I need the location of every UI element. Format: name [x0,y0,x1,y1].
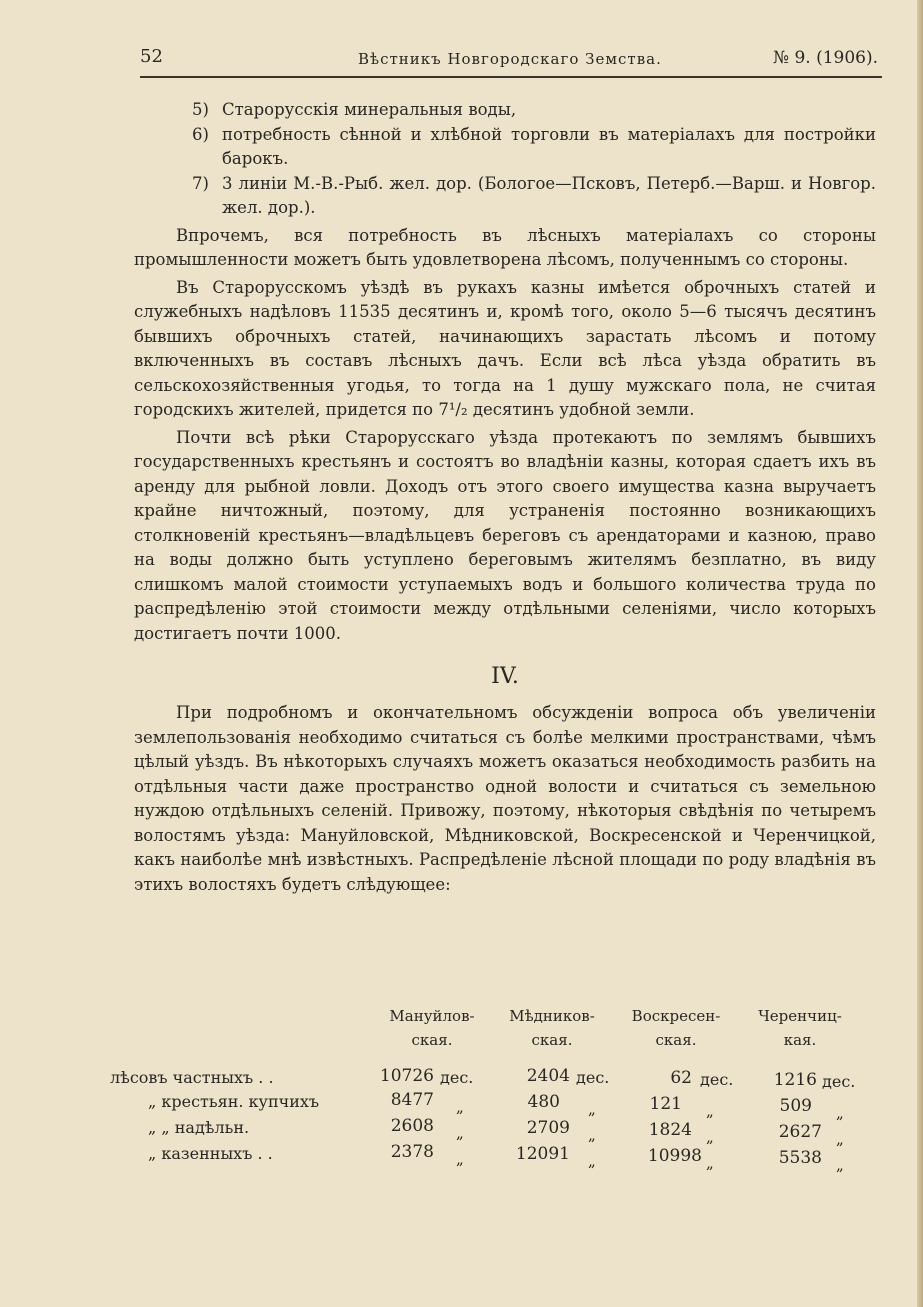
table-cell: 2378 [390,1142,434,1162]
unit: дес. [822,1072,856,1091]
table-cell: 5538 [778,1148,822,1168]
table-cell: 10726 [379,1066,434,1086]
table-cell: 1824 [648,1120,692,1140]
table-cell: 12091 [515,1144,570,1164]
list-item: 6) потребность сѣнной и хлѣбной торговли въ матеріалахъ для постройки барокъ. [192,124,876,168]
table-cell: 480 [527,1092,560,1112]
list-item: 5) Старорусскія минеральныя воды, [192,100,517,119]
paragraph: Впрочемъ, вся потребность въ лѣсныхъ матеріалахъ со стороны промышленности можетъ быть удовлетворена лѣсомъ, полученнымъ со стороны. [134,225,876,269]
paragraph: При подробномъ и окончательномъ обсужденіи вопроса объ увеличеніи землепользованія необходимо считаться съ болѣе мелкими пространствами, чѣмъ цѣлый уѣздъ. Въ нѣкоторыхъ случаяхъ можетъ оказаться необходимость разбить на отдѣльныя части даже пространство одной волости и считаться съ земельною нуждою отдѣльныхъ селеній. Привожу, поэтому, нѣкоторыя свѣдѣнія по четыремъ волостямъ уѣзда: Мануйловской, Мѣдниковской, Воскресенской и Черенчицкой, какъ наиболѣе мнѣ извѣстныхъ. Распредѣленіе лѣсной площади по роду владѣнія въ этихъ волостяхъ будетъ слѣдующее: [134,703,876,894]
running-header [140,44,882,80]
table-cell: 10998 [647,1146,702,1166]
forest-area-table [110,1004,890,1194]
unit: дес. [576,1068,610,1087]
page-edge [917,0,923,1307]
body-text [134,98,876,897]
column-header: Воскресен- ская. [631,1007,721,1049]
ditto-mark: „ [836,1156,844,1174]
issue-number: № 9. (1906). [772,48,878,68]
ditto-mark: „ [456,1150,464,1168]
column-header: Черенчиц- кая. [758,1007,842,1049]
table-cell: 121 [649,1094,682,1114]
row-label: лѣсовъ частныхъ . . [110,1068,274,1087]
table-cell: 1216 [773,1070,817,1090]
ditto-mark: „ [706,1102,714,1120]
unit: дес. [700,1070,734,1089]
page-number: 52 [140,46,163,67]
row-label: „ казенныхъ . . [148,1144,273,1163]
ditto-mark: „ [588,1100,596,1118]
row-label: „ крестьян. купчихъ [148,1092,320,1111]
ditto-mark: „ [588,1126,596,1144]
row-label: „ „ надѣльн. [148,1118,250,1137]
ditto-mark: „ [456,1098,464,1116]
section-heading: IV. [491,664,519,689]
header-rule [140,76,882,78]
table-cell: 2627 [778,1122,822,1142]
ditto-mark: „ [456,1124,464,1142]
table-cell: 8477 [390,1090,434,1110]
ditto-mark: „ [836,1130,844,1148]
table-cell: 62 [670,1068,692,1088]
paragraph: Въ Старорусскомъ уѣздѣ въ рукахъ казны имѣется оброчныхъ статей и служебныхъ надѣловъ 11535 десятинъ и, кромѣ того, около 5—6 тысячъ десятинъ бывшихъ оброчныхъ статей, начинающихъ зарастать лѣсомъ и потому включенныхъ въ составъ лѣсныхъ дачъ. Если всѣ лѣса уѣзда обратить въ сельскохозяйственныя угодья, то тогда на 1 душу мужскаго пола, не считая городскихъ жителей, придется по 7¹/₂ десятинъ удобной земли. [134,277,876,419]
journal-title: Вѣстникъ Новгородскаго Земства. [358,50,662,68]
list-item: 7) 3 линіи М.-В.-Рыб. жел. дор. (Бологое—Псковъ, Петерб.—Варш. и Новгор. жел. дор.). [192,173,876,217]
table-cell: 2608 [390,1116,434,1136]
table-cell: 2404 [526,1066,570,1086]
ditto-mark: „ [588,1152,596,1170]
table-cell: 509 [779,1096,812,1116]
paragraph: Почти всѣ рѣки Старорусскаго уѣзда протекаютъ по землямъ бывшихъ государственныхъ крестьянъ и состоятъ во владѣніи казны, которая сдаетъ ихъ въ аренду для рыбной ловли. Доходъ отъ этого своего имущества казна выручаетъ крайне ничтожный, поэтому, для устраненія постоянно возникающихъ столкновеній крестьянъ—владѣльцевъ береговъ съ арендаторами и казною, право на воды должно быть уступлено береговымъ жителямъ безплатно, въ виду слишкомъ малой стоимости уступаемыхъ водъ и большого количества труда по распредѣленію этой стоимости между отдѣльными селеніями, число которыхъ достигаетъ почти 1000. [134,427,876,643]
ditto-mark: „ [706,1128,714,1146]
column-header: Мѣдников- ская. [509,1007,595,1049]
table-cell: 2709 [526,1118,570,1138]
column-header: Мануйлов- ская. [389,1007,475,1049]
ditto-mark: „ [706,1154,714,1172]
ditto-mark: „ [836,1104,844,1122]
unit: дес. [440,1068,474,1087]
